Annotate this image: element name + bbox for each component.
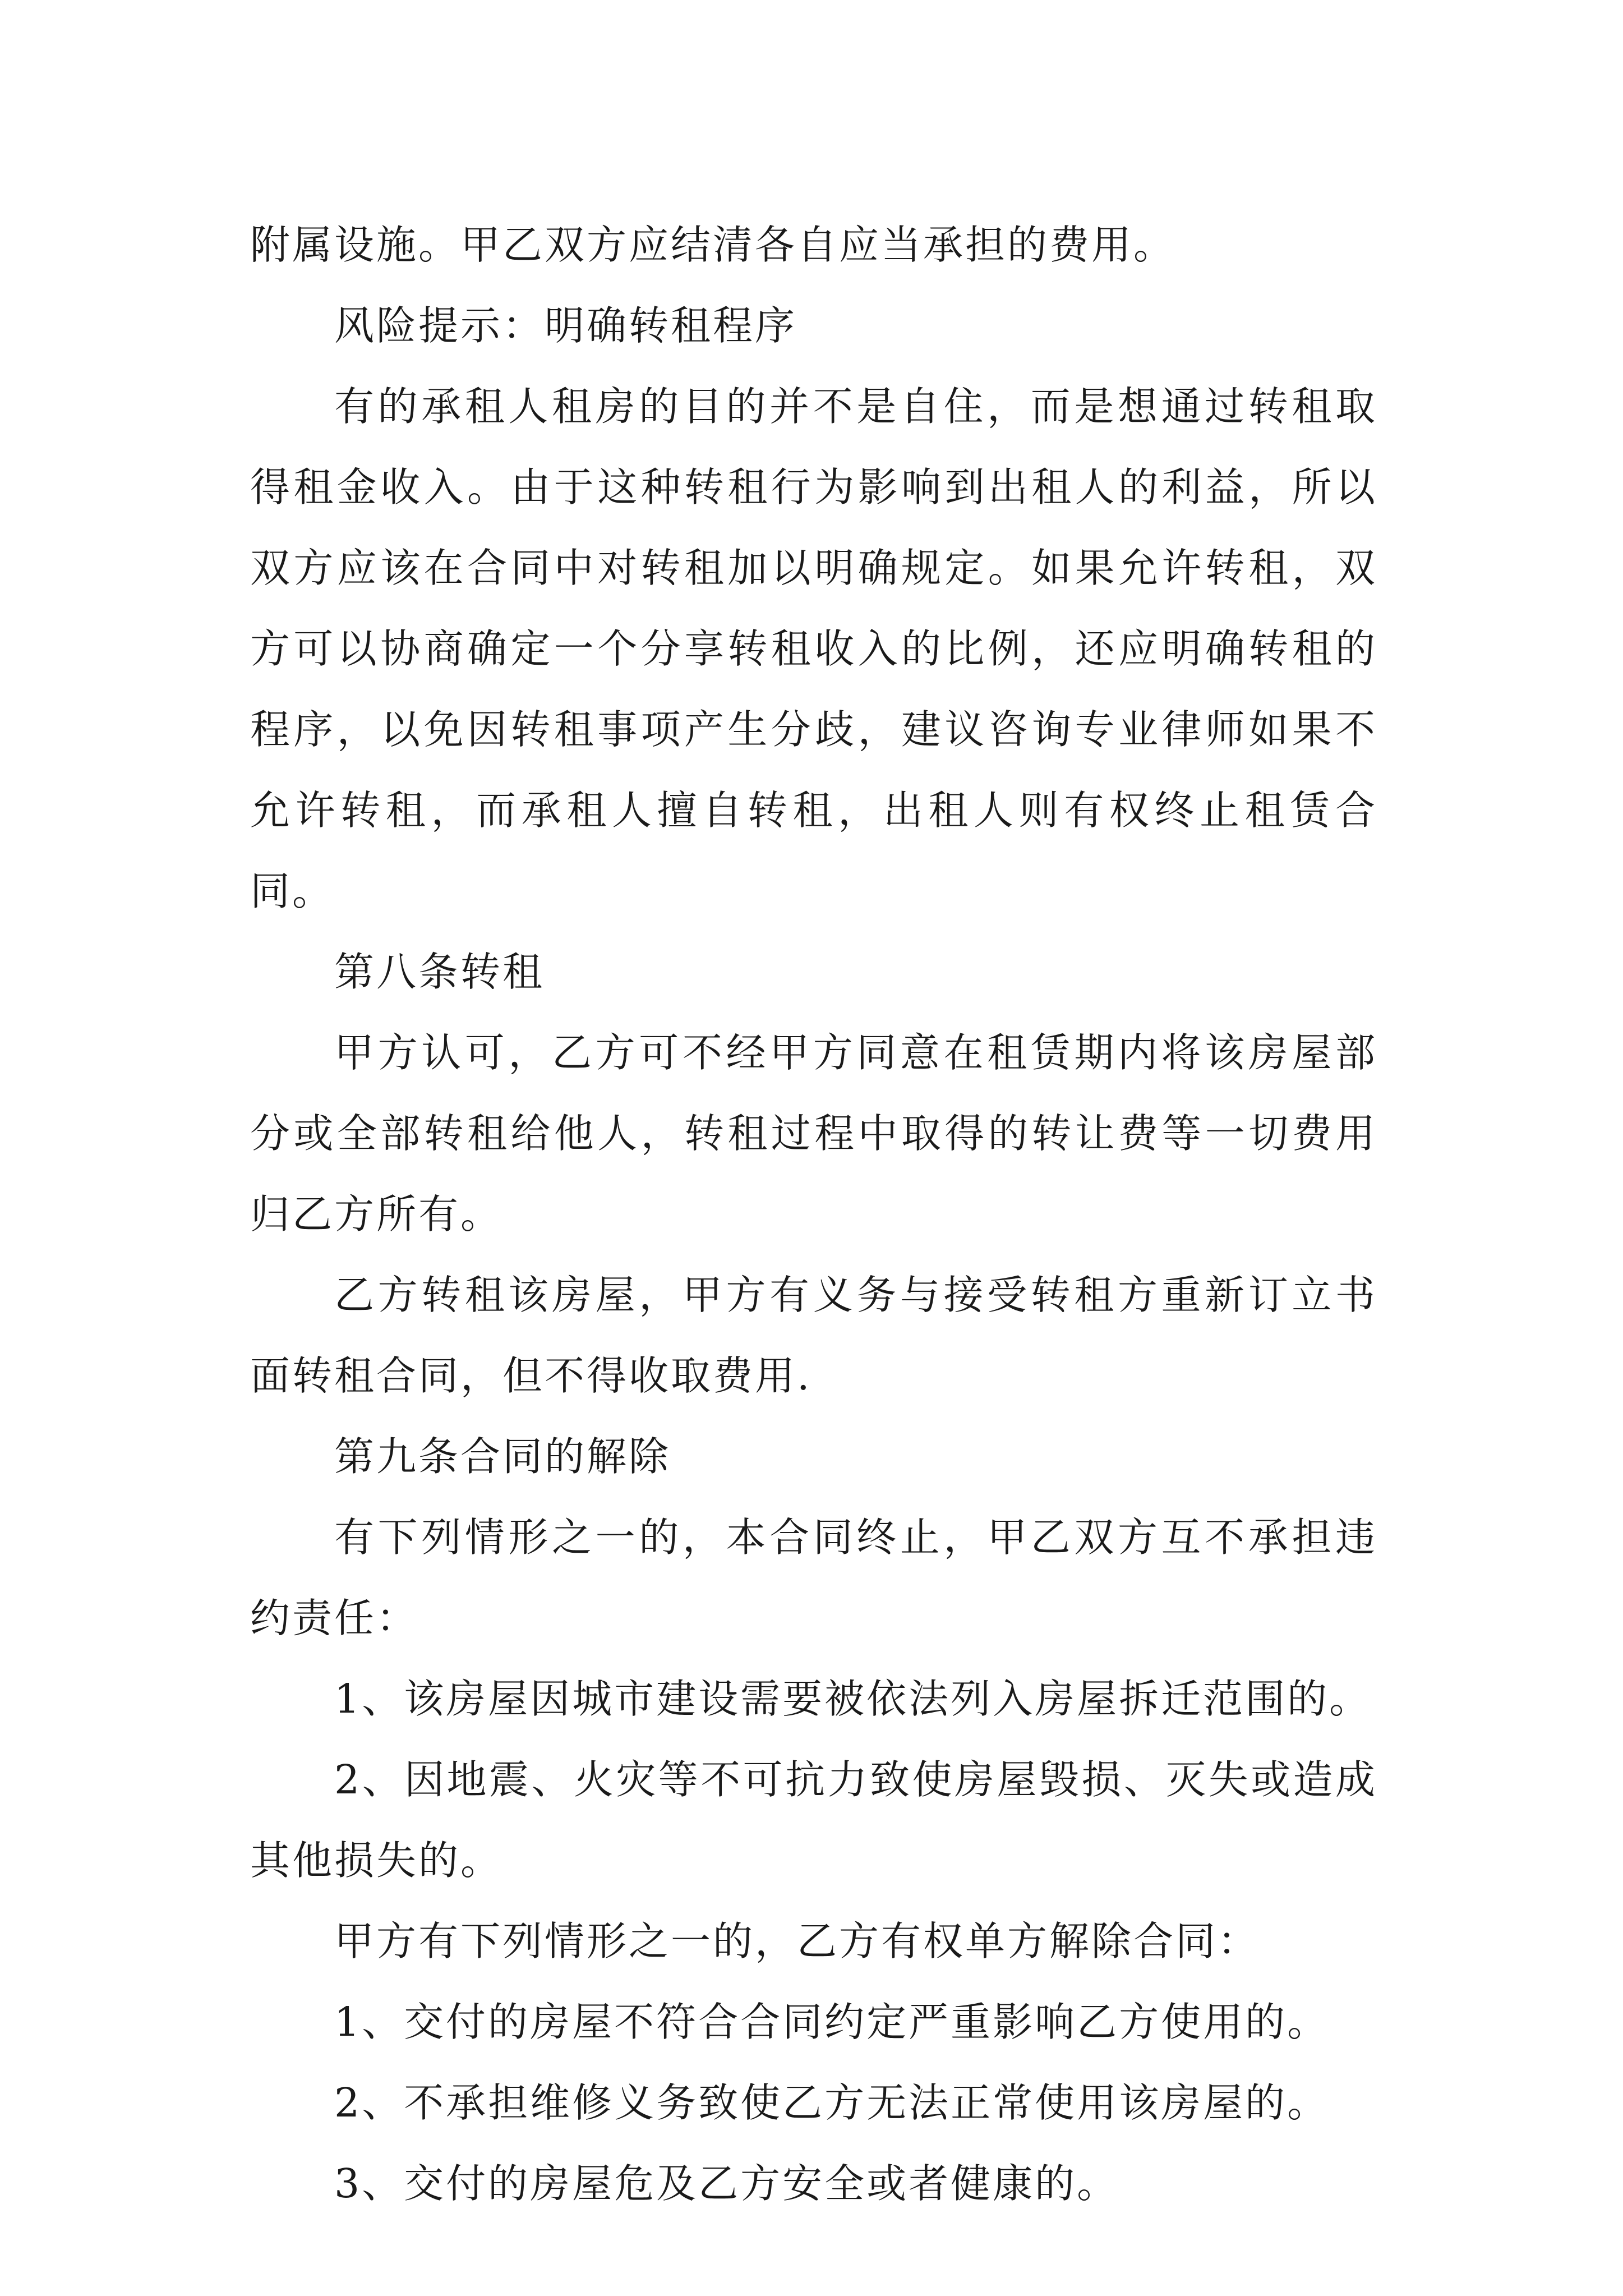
paragraph-facilities-settlement: 附属设施。甲乙双方应结清各自应当承担的费用。 bbox=[250, 222, 1176, 268]
paragraph-article-8-clause-2: 乙方转租该房屋，甲方有义务与接受转租方重新订立书面转租合同，但不得收取费用. bbox=[250, 1272, 1377, 1399]
paragraph-sublease-explanation: 有的承租人租房的目的并不是自住，而是想通过转租取得租金收入。由于这种转租行为影响到出租人的利益，所以双方应该在合同中对转租加以明确规定。如果允许转租，双方可以协商确定一个分享转租收入的比例，还应明确转租的程序，以免因转租事项产生分歧，建议咨询专业律师如果不允许转租，而承租人擅自转租，出租人则有权终止租赁合同。 bbox=[250, 383, 1377, 914]
list-item-rescission-3: 3、交付的房屋危及乙方安全或者健康的。 bbox=[334, 2160, 1119, 2207]
document-body bbox=[250, 205, 1377, 2224]
heading-article-9: 第九条合同的解除 bbox=[334, 1433, 671, 1480]
heading-risk-tip: 风险提示：明确转租程序 bbox=[334, 302, 797, 349]
list-item-termination-1: 1、该房屋因城市建设需要被依法列入房屋拆迁范围的。 bbox=[334, 1676, 1372, 1722]
paragraph-termination-intro: 有下列情形之一的，本合同终止，甲乙双方互不承担违约责任： bbox=[250, 1514, 1377, 1641]
paragraph-article-8-clause-1: 甲方认可，乙方可不经甲方同意在租赁期内将该房屋部分或全部转租给他人，转租过程中取得的转让费等一切费用归乙方所有。 bbox=[250, 1029, 1377, 1237]
list-item-termination-2: 2、因地震、火灾等不可抗力致使房屋毁损、灭失或造成其他损失的。 bbox=[250, 1756, 1377, 1884]
list-item-rescission-2: 2、不承担维修义务致使乙方无法正常使用该房屋的。 bbox=[334, 2079, 1330, 2126]
paragraph-unilateral-rescission-intro: 甲方有下列情形之一的，乙方有权单方解除合同： bbox=[334, 1918, 1260, 1964]
list-item-rescission-1: 1、交付的房屋不符合合同约定严重影响乙方使用的。 bbox=[334, 1999, 1330, 2045]
heading-article-8: 第八条转租 bbox=[334, 949, 545, 995]
